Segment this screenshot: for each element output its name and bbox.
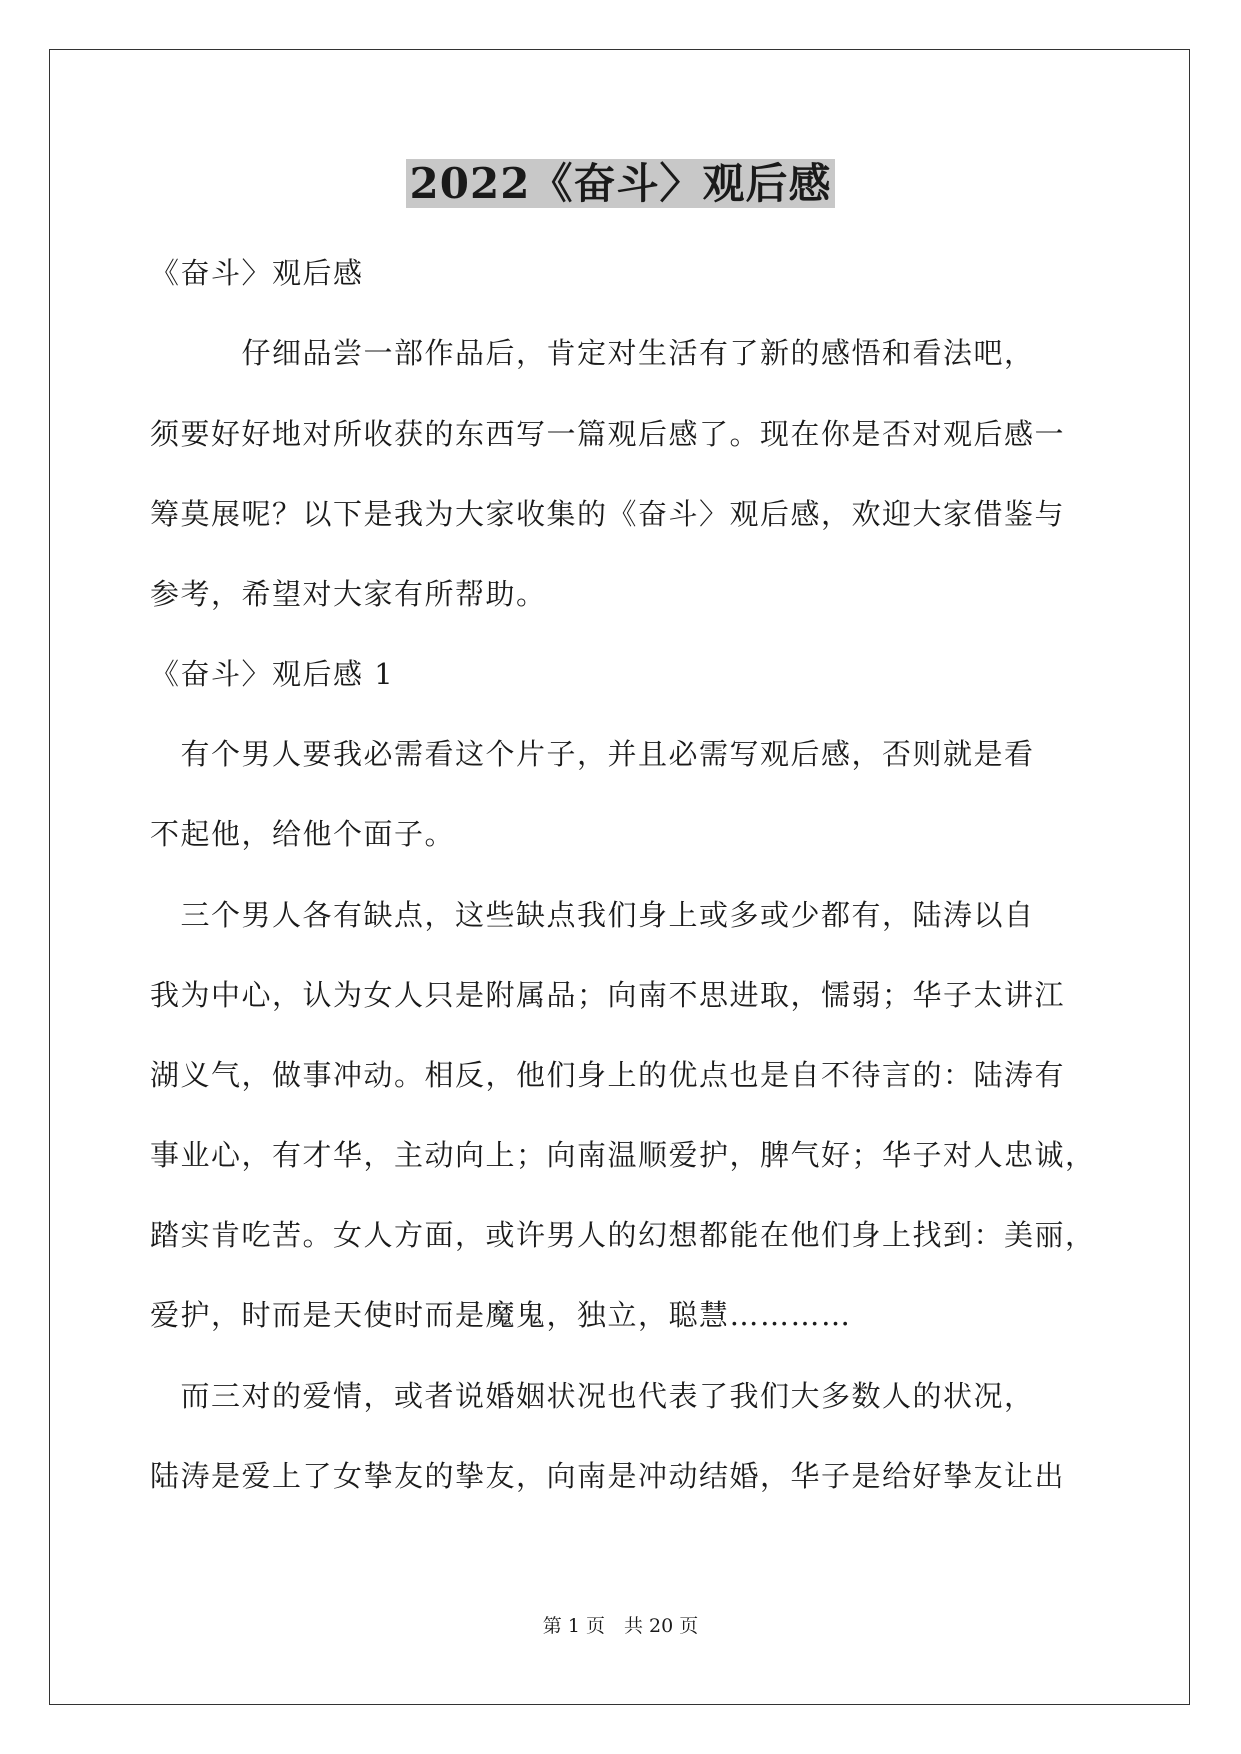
body-line: 踏实肯吃苦。女人方面，或许男人的幻想都能在他们身上找到：美丽， bbox=[150, 1218, 1096, 1252]
body-line: 而三对的爱情，或者说婚姻状况也代表了我们大多数人的状况， bbox=[150, 1379, 1035, 1413]
section-heading: 《奋斗〉观后感 1 bbox=[150, 657, 395, 691]
body-line: 筹莫展呢？以下是我为大家收集的《奋斗〉观后感，欢迎大家借鉴与 bbox=[150, 497, 1066, 531]
body-line: 事业心，有才华，主动向上；向南温顺爱护，脾气好；华子对人忠诚， bbox=[150, 1138, 1096, 1172]
body-line: 陆涛是爱上了女挚友的挚友，向南是冲动结婚，华子是给好挚友让出 bbox=[150, 1459, 1066, 1493]
body-line: 爱护，时而是天使时而是魔鬼，独立，聪慧………… bbox=[150, 1298, 852, 1332]
body-line: 湖义气，做事冲动。相反，他们身上的优点也是自不待言的：陆涛有 bbox=[150, 1058, 1066, 1092]
document-title bbox=[0, 156, 1241, 212]
body-line: 须要好好地对所收获的东西写一篇观后感了。现在你是否对观后感一 bbox=[150, 417, 1066, 451]
document-title-text: 2022《奋斗〉观后感 bbox=[406, 159, 836, 208]
page-number-footer: 第 1 页 共 20 页 bbox=[542, 1615, 699, 1637]
body-line: 三个男人各有缺点，这些缺点我们身上或多或少都有，陆涛以自 bbox=[150, 898, 1035, 932]
body-line: 参考，希望对大家有所帮助。 bbox=[150, 577, 547, 611]
section-heading: 《奋斗〉观后感 bbox=[150, 256, 364, 290]
body-line: 我为中心，认为女人只是附属品；向南不思进取，懦弱；华子太讲江 bbox=[150, 978, 1066, 1012]
body-line: 不起他，给他个面子。 bbox=[150, 817, 456, 851]
body-line: 有个男人要我必需看这个片子，并且必需写观后感，否则就是看 bbox=[150, 737, 1035, 771]
body-line: 仔细品尝一部作品后，肯定对生活有了新的感悟和看法吧， bbox=[150, 336, 1035, 370]
